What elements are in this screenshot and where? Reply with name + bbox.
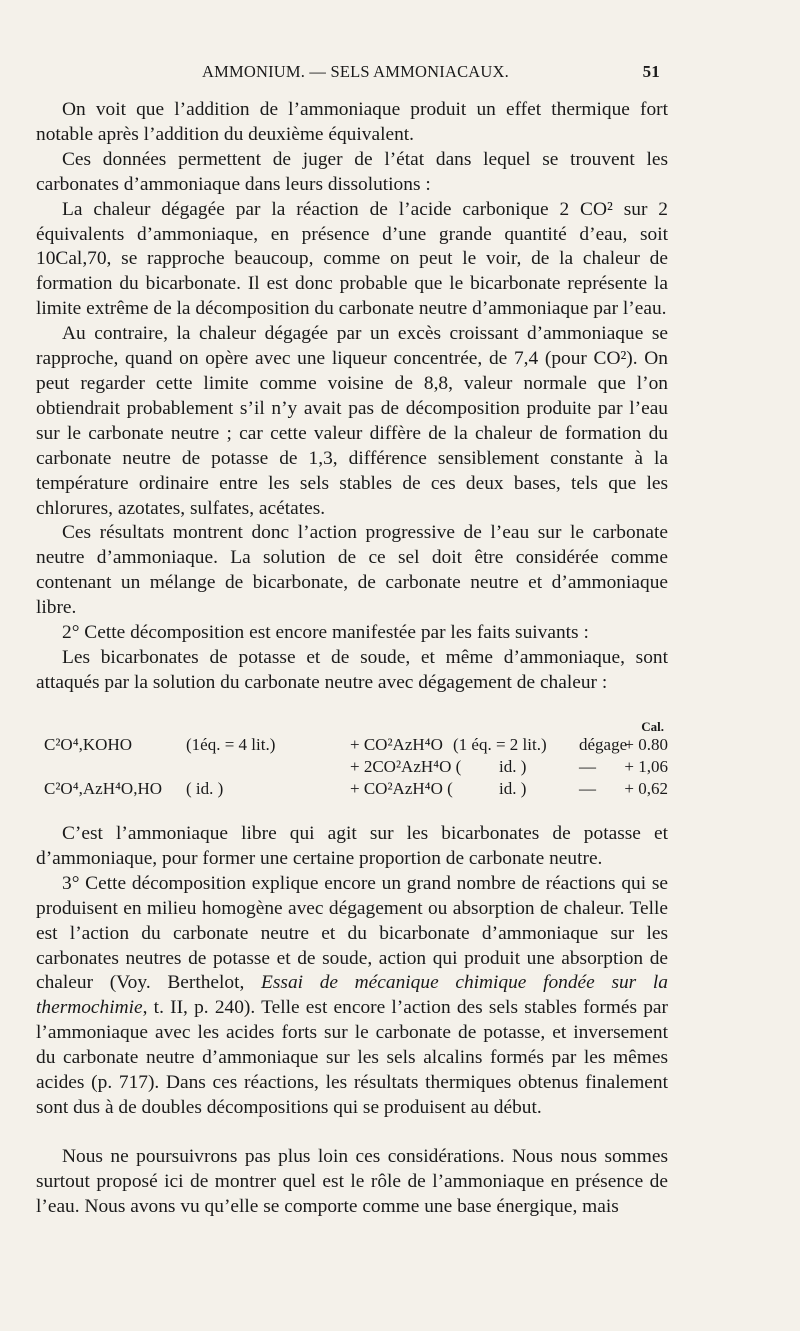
table-row bbox=[36, 734, 668, 756]
result-cell: — bbox=[579, 779, 596, 798]
body-text-upper bbox=[36, 98, 668, 696]
paragraph: Les bicarbonates de potasse et de soude, et même d’ammoniaque, sont attaqués par la solution du carbonate neutre avec dégagement de chaleur : bbox=[36, 646, 668, 693]
cited-title: Essai de mécanique chimique fondée sur la thermochimie bbox=[36, 972, 668, 1019]
paragraph-text: , t. II, p. 240). Telle est encore l’action des sels stables formés par l’ammoniaque avec les acides forts sur le carbonate de potasse, et inversement du carbonate neutre d’ammoniaque sur les sels alcalins formés par les mêmes acides (p. 717). Dans ces réactions, les résultats thermiques obtenus finalement sont dus à de doubles décompositions qui se produisent au début. bbox=[36, 997, 668, 1118]
reagent-cell: + 2CO²AzH⁴O ( bbox=[350, 757, 462, 776]
paragraph bbox=[36, 872, 668, 1121]
result-cell: — bbox=[579, 757, 596, 776]
reagent-cell: + CO²AzH⁴O bbox=[350, 735, 443, 754]
table-row bbox=[36, 756, 668, 778]
paragraph: Ces données permettent de juger de l’état dans lequel se trouvent les carbonates d’ammoniaque dans leurs dissolutions : bbox=[36, 148, 668, 195]
paragraph: La chaleur dégagée par la réaction de l’acide carbonique 2 CO² sur 2 équivalents d’ammoniaque, en présence d’une grande quantité d’eau, soit 10Cal,70, se rapproche beaucoup, comme on peut le voir, de la chaleur de formation du bicarbonate. Il est donc probable que le bicarbonate représente la limite extrême de la décomposition du carbonate neutre d’ammoniaque par l’eau. bbox=[36, 198, 668, 320]
heat-value-cell: + 0,62 bbox=[624, 779, 668, 798]
reaction-table bbox=[36, 712, 668, 800]
paragraph-text: 3° Cette décomposition explique encore un grand nombre de réactions qui se produisent en milieu homogène avec dégagement ou absorption de chaleur. Telle est l’action du carbonate neutre et du bicarbonate d’ammoniaque sur les carbonates neutres de potasse et de soude, action qui produit une absorption de chaleur (Voy. Berthelot, bbox=[36, 872, 668, 994]
reactant-cell: C²O⁴,AzH⁴O,HO bbox=[44, 779, 162, 798]
paragraph: C’est l’ammoniaque libre qui agit sur les bicarbonates de potasse et d’ammoniaque, pour former une certaine proportion de carbonate neutre. bbox=[36, 823, 668, 869]
amount-cell: ( id. ) bbox=[186, 779, 224, 798]
reagent-cell: + CO²AzH⁴O ( bbox=[350, 779, 453, 798]
amount-cell: (1éq. = 4 lit.) bbox=[186, 735, 276, 754]
paragraph: 2° Cette décomposition est encore manifestée par les faits suivants : bbox=[62, 622, 589, 644]
reagent-amount-cell: (1 éq. = 2 lit.) bbox=[453, 735, 547, 754]
reagent-amount-cell: id. ) bbox=[499, 779, 527, 798]
result-cell: dégage bbox=[579, 735, 628, 754]
reactant-cell: C²O⁴,KOHO bbox=[44, 735, 132, 754]
heat-value-cell: + 1,06 bbox=[624, 757, 668, 776]
body-text-lower bbox=[36, 822, 668, 1220]
unit-label: Cal. bbox=[641, 719, 664, 734]
running-title: AMMONIUM. — SELS AMMONIACAUX. bbox=[202, 62, 509, 81]
heat-value-cell: + 0.80 bbox=[624, 735, 668, 754]
paragraph: On voit que l’addition de l’ammoniaque produit un effet thermique fort notable après l’addition du deuxième équivalent. bbox=[36, 99, 668, 145]
reagent-amount-cell: id. ) bbox=[499, 757, 527, 776]
table-row bbox=[36, 778, 668, 800]
page-number: 51 bbox=[642, 62, 660, 81]
paragraph: Au contraire, la chaleur dégagée par un excès croissant d’ammoniaque se rapproche, quand on opère avec une liqueur concentrée, de 7,4 (pour CO²). On peut regarder cette limite comme voisine de 8,8, valeur normale que l’on obtiendrait probablement s’il n’y avait pas de décomposition produite par l’eau sur le carbonate neutre ; car cette valeur diffère de la chaleur de formation du carbonate neutre de potasse de 1,3, différence sensiblement constante à la température ordinaire entre les sels stables de ces deux bases, tels que les chlorures, azotates, sulfates, acétates. bbox=[36, 323, 668, 519]
paragraph: Nous ne poursuivrons pas plus loin ces considérations. Nous nous sommes surtout proposé ici de montrer quel est le rôle de l’ammoniaque en présence de l’eau. Nous avons vu qu’elle se comporte comme une base énergique, mais bbox=[36, 1145, 668, 1217]
table-unit-row bbox=[36, 712, 668, 734]
paragraph: Ces résultats montrent donc l’action progressive de l’eau sur le carbonate neutre d’ammoniaque. La solution de ce sel doit être considérée comme contenant un mélange de bicarbonate, de carbonate neutre et d’ammoniaque libre. bbox=[36, 522, 668, 619]
